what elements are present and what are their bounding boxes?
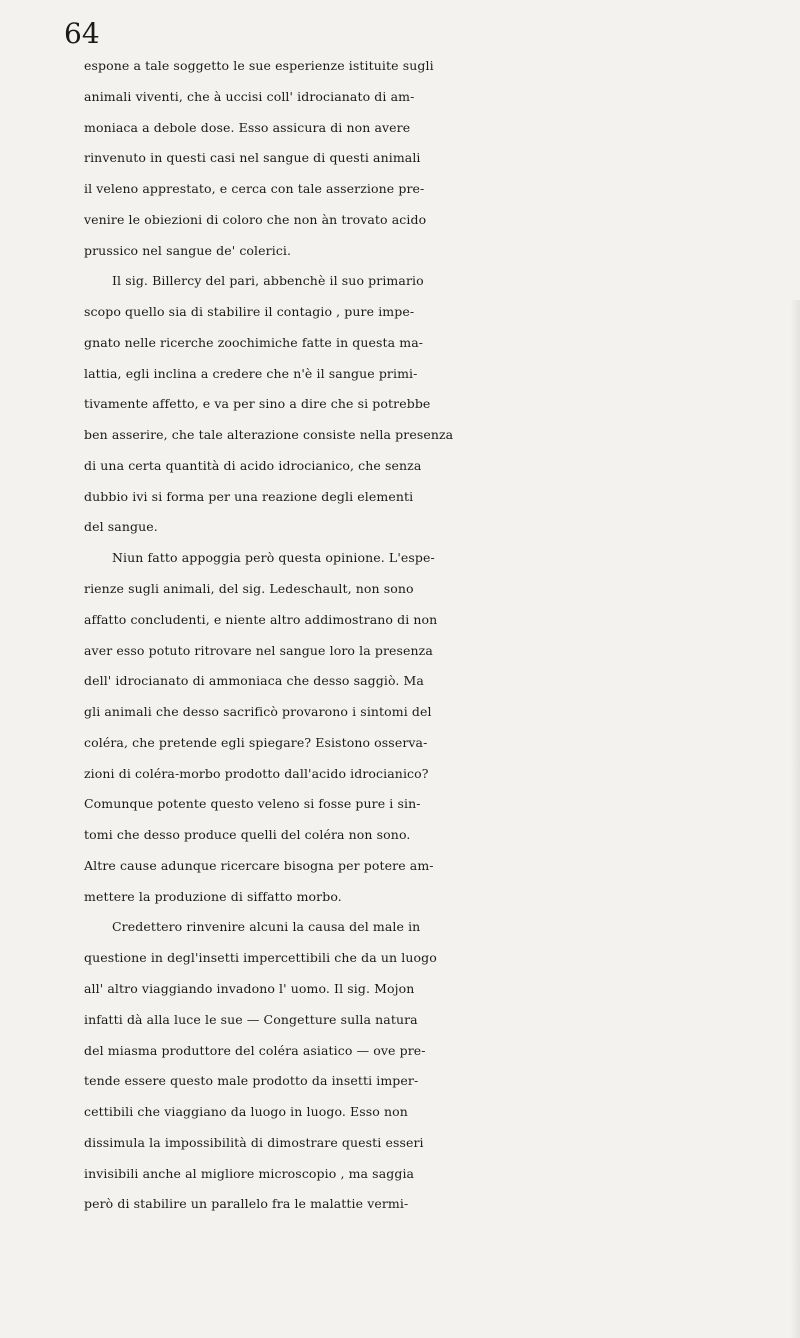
text-line: moniaca a debole dose. Esso assicura di non avere xyxy=(84,119,411,135)
text-line: Il sig. Billercy del pari, abbenchè il suo primario xyxy=(112,273,424,289)
text-line: animali viventi, che à uccisi coll' idrocianato di am- xyxy=(84,88,415,104)
text-line: rinvenuto in questi casi nel sangue di questi animali xyxy=(84,150,421,166)
text-line: dubbio ivi si forma per una reazione degli elementi xyxy=(84,488,414,504)
text-line: zioni di coléra-morbo prodotto dall'acido idrocianico? xyxy=(84,765,429,781)
text-line: il veleno apprestato, e cerca con tale asserzione pre- xyxy=(84,181,425,197)
text-line: aver esso potuto ritrovare nel sangue loro la presenza xyxy=(84,642,433,658)
text-line: all' altro viaggiando invadono l' uomo. Il sig. Mojon xyxy=(84,980,415,996)
text-line: affatto concludenti, e niente altro addimostrano di non xyxy=(84,611,438,627)
page-edge-shadow xyxy=(790,300,800,1338)
text-line: tende essere questo male prodotto da insetti imper- xyxy=(84,1073,419,1089)
text-line: tomi che desso produce quelli del coléra non sono. xyxy=(84,827,411,843)
text-line: Niun fatto appoggia però questa opinione. L'espe- xyxy=(112,550,435,566)
text-line: infatti dà alla luce le sue — Congetture sulla natura xyxy=(84,1011,418,1027)
text-line: coléra, che pretende egli spiegare? Esistono osserva- xyxy=(84,734,428,750)
text-line: invisibili anche al migliore microscopio , ma saggia xyxy=(84,1165,415,1181)
text-line: Credettero rinvenire alcuni la causa del male in xyxy=(112,919,421,935)
text-line: mettere la produzione di siffatto morbo. xyxy=(84,888,342,904)
text-line: Comunque potente questo veleno si fosse pure i sin- xyxy=(84,796,421,812)
text-line: tivamente affetto, e va per sino a dire che si potrebbe xyxy=(84,396,431,412)
text-line: del sangue. xyxy=(84,519,158,535)
text-line: cettibili che viaggiano da luogo in luogo. Esso non xyxy=(84,1104,408,1120)
text-line: lattia, egli inclina a credere che n'è il sangue primi- xyxy=(84,365,418,381)
text-line: questione in degl'insetti impercettibili che da un luogo xyxy=(84,950,437,966)
page-number: 64 xyxy=(64,17,100,50)
text-line: del miasma produttore del coléra asiatico — ove pre- xyxy=(84,1042,426,1058)
text-line: dissimula la impossibilità di dimostrare questi esseri xyxy=(84,1134,424,1150)
text-line: scopo quello sia di stabilire il contagio , pure impe- xyxy=(84,304,415,320)
text-line: espone a tale soggetto le sue esperienze istituite sugli xyxy=(84,58,434,73)
text-line: rienze sugli animali, del sig. Ledeschault, non sono xyxy=(84,581,414,597)
body-text xyxy=(84,51,790,1220)
text-line: però di stabilire un parallelo fra le malattie vermi- xyxy=(84,1196,409,1212)
text-line: di una certa quantità di acido idrocianico, che senza xyxy=(84,457,422,473)
text-line: gli animali che desso sacrificò provarono i sintomi del xyxy=(84,704,432,720)
text-line: dell' idrocianato di ammoniaca che desso saggiò. Ma xyxy=(84,673,424,689)
text-line: venire le obiezioni di coloro che non àn trovato acido xyxy=(84,211,427,227)
text-line: ben asserire, che tale alterazione consiste nella presenza xyxy=(84,427,454,443)
text-line: prussico nel sangue de' colerici. xyxy=(84,242,292,258)
text-line: Altre cause adunque ricercare bisogna per potere am- xyxy=(84,857,434,873)
text-line: gnato nelle ricerche zoochimiche fatte in questa ma- xyxy=(84,334,424,350)
